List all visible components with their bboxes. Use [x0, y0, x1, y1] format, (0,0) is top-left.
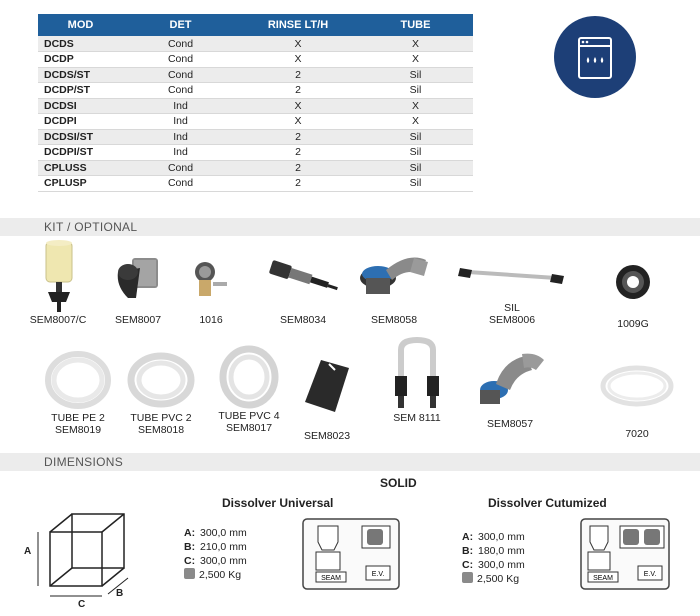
cube-label-a: A: [24, 546, 32, 557]
kit-item-1009g: [604, 262, 662, 330]
spec-letter: A:: [462, 531, 474, 543]
cell-tube: Sil: [358, 129, 473, 145]
cell-rinse: 2: [238, 129, 358, 145]
kit-item-sem8018: [124, 348, 198, 436]
dissolver-customized-title: Dissolver Cutumized: [488, 496, 607, 510]
cell-tube: X: [358, 36, 473, 52]
kit-item-sem8111: [384, 336, 450, 424]
cell-rinse: 2: [238, 67, 358, 83]
kit-tube-name: TUBE PE 2: [51, 412, 105, 424]
header-det: DET: [123, 14, 238, 36]
spec-letter: C:: [184, 555, 196, 567]
clear-tube-icon: [597, 360, 677, 414]
kit-item-sem8058: [352, 250, 436, 326]
model-spec-table: [38, 14, 473, 192]
dissolver-ev-label: E.V.: [643, 571, 657, 578]
table-row: [38, 114, 473, 130]
kit-item-7020: [596, 360, 678, 440]
kit-code: SEM8019: [54, 424, 102, 436]
bearing-icon: [613, 262, 653, 302]
cell-mod: DCDS/ST: [38, 67, 123, 83]
kit-item-sem8019: [40, 348, 116, 436]
spec-a-value: 300,0 mm: [200, 527, 247, 539]
scoop-icon: [299, 358, 355, 414]
dissolver-customized-drawing: [580, 518, 670, 590]
kit-tube-name: TUBE PVC 4: [218, 410, 280, 422]
cell-rinse: X: [238, 36, 358, 52]
kit-code: SEM8006: [488, 314, 536, 326]
cell-mod: CPLUSS: [38, 160, 123, 176]
header-rinse: RINSE LT/H: [238, 14, 358, 36]
cell-mod: DCDP/ST: [38, 83, 123, 99]
kit-code: SEM8018: [137, 424, 185, 436]
spec-letter: B:: [184, 541, 196, 553]
tube-fitting-icon: [458, 262, 566, 302]
cell-mod: DCDS: [38, 36, 123, 52]
table-row: [38, 145, 473, 161]
cell-det: Cond: [123, 52, 238, 68]
cell-tube: X: [358, 98, 473, 114]
spec-letter: A:: [184, 527, 196, 539]
table-row: [38, 36, 473, 52]
table-row: [38, 176, 473, 192]
cell-det: Cond: [123, 83, 238, 99]
u-tube-icon: [387, 336, 447, 412]
dissolver-ev-label: E.V.: [371, 571, 385, 578]
dissolver-brand: SEAM: [593, 575, 613, 582]
table-row: [38, 98, 473, 114]
cell-tube: Sil: [358, 145, 473, 161]
cell-rinse: X: [238, 98, 358, 114]
table-row: [38, 52, 473, 68]
cell-rinse: 2: [238, 83, 358, 99]
cell-mod: DCDPI: [38, 114, 123, 130]
cell-mod: DCDPI/ST: [38, 145, 123, 161]
kit-code: SEM8034: [279, 314, 327, 326]
dimensions-section-bar: DIMENSIONS: [0, 453, 700, 471]
cell-det: Ind: [123, 145, 238, 161]
weight-icon: [184, 568, 195, 579]
cell-det: Ind: [123, 98, 238, 114]
table-row: [38, 67, 473, 83]
cell-det: Ind: [123, 114, 238, 130]
table-header-row: [38, 14, 473, 36]
kit-item-sem8006: [458, 262, 566, 326]
kit-code: 7020: [625, 428, 649, 440]
cell-mod: CPLUSP: [38, 176, 123, 192]
cell-rinse: 2: [238, 145, 358, 161]
table-row: [38, 83, 473, 99]
weight-icon: [462, 572, 473, 583]
spec-weight-value: 2,500 Kg: [199, 569, 242, 581]
kit-item-sem8034: [262, 258, 344, 326]
cell-tube: X: [358, 52, 473, 68]
spec-weight-value: 2,500 Kg: [477, 573, 520, 585]
injector-icon: [263, 258, 343, 314]
cell-det: Ind: [123, 129, 238, 145]
cell-tube: X: [358, 114, 473, 130]
cell-rinse: 2: [238, 160, 358, 176]
kit-code: SEM8017: [225, 422, 273, 434]
kit-code: SEM8058: [370, 314, 418, 326]
kit-code: SEM8007/C: [29, 314, 87, 326]
cell-mod: DCDP: [38, 52, 123, 68]
tube-coil-icon: [43, 348, 113, 412]
tube-coil-icon: [217, 344, 281, 410]
cell-det: Cond: [123, 176, 238, 192]
table-row: [38, 160, 473, 176]
table-row: [38, 129, 473, 145]
spec-c-value: 300,0 mm: [200, 555, 247, 567]
cell-rinse: X: [238, 52, 358, 68]
kit-item-1016: [186, 258, 236, 326]
spec-a-value: 300,0 mm: [478, 531, 525, 543]
kit-code: 1009G: [617, 318, 649, 330]
kit-label-sil: SIL: [504, 302, 520, 314]
kit-code: SEM 8111: [393, 412, 441, 424]
kit-code: SEM8057: [486, 418, 534, 430]
float-filter-icon: [38, 240, 78, 314]
solid-heading: SOLID: [380, 476, 417, 490]
dissolver-universal-specs: [184, 526, 247, 582]
dissolver-customized-specs: [462, 530, 525, 586]
cell-det: Cond: [123, 67, 238, 83]
spec-letter: B:: [462, 545, 474, 557]
header-tube: TUBE: [358, 14, 473, 36]
cell-tube: Sil: [358, 83, 473, 99]
kit-item-sem8057: [470, 350, 550, 430]
kit-item-sem8007c: [26, 240, 90, 326]
filter-icon: [110, 250, 166, 314]
tube-coil-icon: [126, 348, 196, 412]
kit-tube-name: TUBE PVC 2: [130, 412, 192, 424]
elbow-fitting-icon: [352, 250, 436, 314]
cell-tube: Sil: [358, 67, 473, 83]
cube-label-b: B: [116, 588, 124, 599]
kit-code: SEM8023: [303, 430, 351, 442]
kit-item-sem8017: [212, 344, 286, 434]
dissolver-universal-drawing: [302, 518, 400, 590]
cell-tube: Sil: [358, 160, 473, 176]
cube-label-c: C: [78, 599, 86, 610]
cell-det: Cond: [123, 36, 238, 52]
kit-section-bar: KIT / OPTIONAL: [0, 218, 700, 236]
cell-rinse: X: [238, 114, 358, 130]
valve-icon: [187, 258, 235, 314]
cell-mod: DCDSI: [38, 98, 123, 114]
dissolver-universal-title: Dissolver Universal: [222, 496, 334, 510]
cell-rinse: 2: [238, 176, 358, 192]
spec-letter: C:: [462, 559, 474, 571]
kit-item-sem8023: [298, 358, 356, 442]
header-mod: MOD: [38, 14, 123, 36]
spec-b-value: 210,0 mm: [200, 541, 247, 553]
kit-code: SEM8007: [114, 314, 162, 326]
dishwasher-badge: [554, 16, 636, 98]
spec-b-value: 180,0 mm: [478, 545, 525, 557]
elbow-fitting-icon: [470, 350, 554, 412]
cell-det: Cond: [123, 160, 238, 176]
dishwasher-icon: [554, 16, 636, 98]
kit-item-sem8007: [108, 250, 168, 326]
cell-mod: DCDSI/ST: [38, 129, 123, 145]
spec-c-value: 300,0 mm: [478, 559, 525, 571]
cell-tube: Sil: [358, 176, 473, 192]
kit-code: 1016: [199, 314, 223, 326]
dissolver-brand: SEAM: [321, 575, 341, 582]
